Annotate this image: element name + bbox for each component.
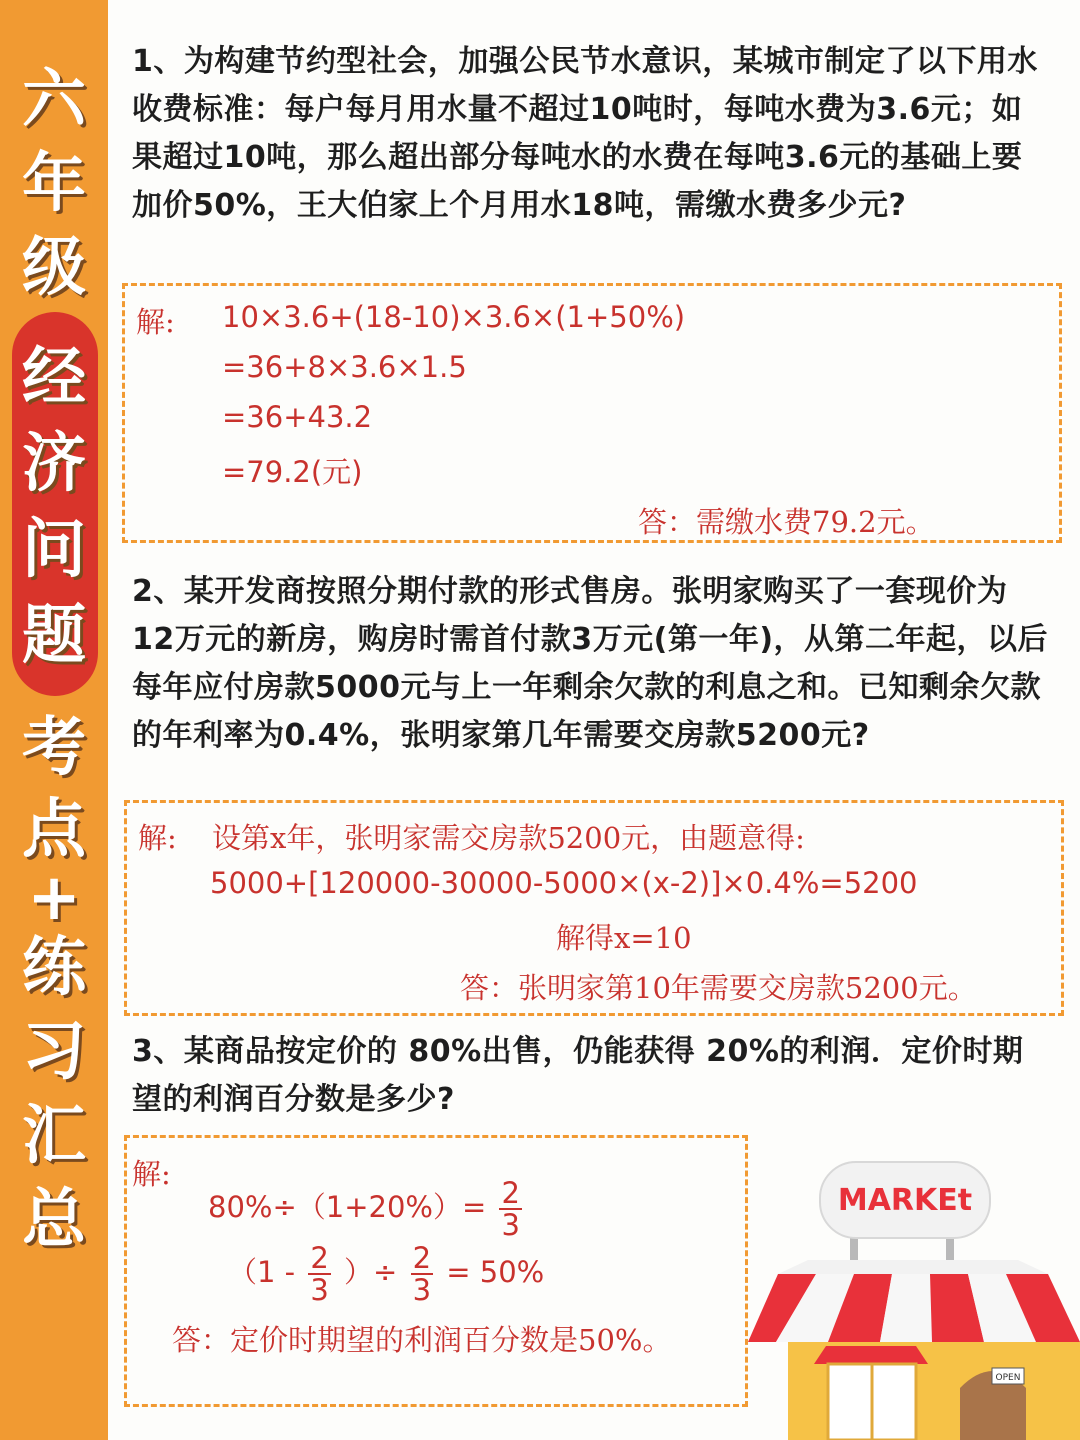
sidebar-char: 级 <box>22 231 86 305</box>
problem-2-question: 2、某开发商按照分期付款的形式售房。张明家购买了一套现价为12万元的新房，购房时需首付款3万元(第一年)，从第二年起，以后每年应付房款5000元与上一年剩余欠款的利息之和。已知剩余欠款的年利率为0.4%，张明家第几年需要交房款5200元? <box>132 574 1049 753</box>
solution-answer: 答：张明家第10年需要交房款5200元。 <box>460 971 977 1005</box>
fraction-denominator: 3 <box>412 1273 432 1307</box>
fraction <box>499 1178 521 1240</box>
expression: （1 - <box>228 1255 296 1289</box>
solution-label: 解: <box>136 305 175 339</box>
sidebar <box>0 0 108 1440</box>
sidebar-char: 点 <box>22 793 86 867</box>
solution-step: =36+43.2 <box>222 400 373 434</box>
fraction-denominator: 3 <box>501 1208 520 1242</box>
sidebar-char: 练 <box>22 931 86 1005</box>
market-sign-text: MARKEt <box>837 1183 973 1218</box>
sidebar-char: 济 <box>22 427 86 501</box>
solution-step: 10×3.6+(18-10)×3.6×(1+50%) <box>222 300 686 334</box>
solution-equation: 5000+[120000-30000-5000×(x-2)]×0.4%=5200 <box>210 866 918 900</box>
solution-label: 解: <box>138 821 177 855</box>
sidebar-char: 经 <box>22 341 86 415</box>
sidebar-char: 习 <box>22 1015 86 1089</box>
sidebar-char: 年 <box>22 147 86 221</box>
solution-answer: 答：需缴水费79.2元。 <box>638 505 935 539</box>
expression: 80%÷（1+20%）= <box>208 1190 487 1224</box>
solution-setup: 设第x年，张明家需交房款5200元，由题意得: <box>212 821 805 855</box>
sidebar-char: 问 <box>22 513 86 587</box>
sidebar-char: + <box>27 861 81 935</box>
expression: ）÷ <box>344 1255 398 1289</box>
fraction-numerator: 2 <box>310 1241 329 1275</box>
fraction-denominator: 3 <box>310 1273 329 1307</box>
open-sign-text: OPEN <box>995 1373 1021 1383</box>
fraction-numerator: 2 <box>501 1176 520 1210</box>
solution-line-2 <box>228 1243 544 1305</box>
fraction-numerator: 2 <box>412 1241 432 1275</box>
fraction <box>308 1243 330 1305</box>
window-awning <box>814 1346 928 1364</box>
market-illustration <box>748 1150 1080 1440</box>
sidebar-char: 汇 <box>22 1099 86 1173</box>
problem-1-question: 1、为构建节约型社会，加强公民节水意识，某城市制定了以下用水收费标准：每户每月用水量不超过10吨时，每吨水费为3.6元；如果超过10吨，那么超出部分每吨水的水费在每吨3.6元的基础上要加价50%，王大伯家上个月用水18吨，需缴水费多少元? <box>132 44 1038 223</box>
awning <box>748 1274 1080 1342</box>
expression: = 50% <box>446 1255 545 1289</box>
solution-line-1 <box>208 1178 526 1240</box>
sidebar-char: 总 <box>22 1183 86 1257</box>
problem-3-question: 3、某商品按定价的 80%出售，仍能获得 20%的利润．定价时期望的利润百分数是多少? <box>132 1034 1024 1117</box>
solution-step: =79.2(元) <box>222 455 363 489</box>
sidebar-char: 考 <box>22 711 86 785</box>
solution-result: 解得x=10 <box>556 921 692 955</box>
fraction <box>411 1243 433 1305</box>
solution-answer: 答：定价时期望的利润百分数是50%。 <box>172 1323 672 1357</box>
solution-step: =36+8×3.6×1.5 <box>222 350 467 384</box>
sidebar-char: 六 <box>22 63 86 137</box>
roof <box>778 1260 1048 1274</box>
solution-label: 解: <box>132 1157 171 1191</box>
sidebar-char: 题 <box>22 599 86 673</box>
